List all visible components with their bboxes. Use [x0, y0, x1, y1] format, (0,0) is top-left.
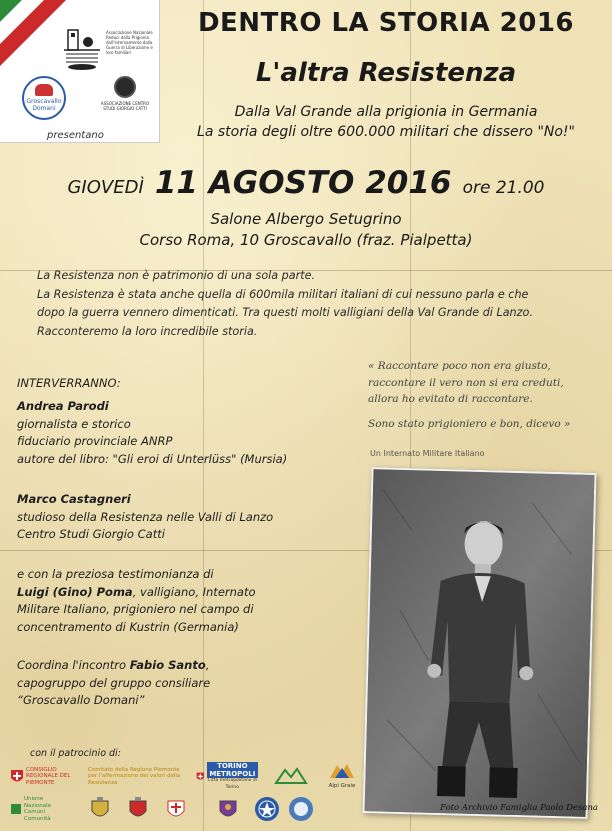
association-badge-icon [288, 796, 314, 822]
tagline-1: Dalla Val Grande alla prigionia in Germania [234, 104, 538, 120]
sponsor-text: Unione Nazionale Comuni Comunità [24, 796, 52, 822]
speaker-detail: Centro Studi Giorgio Catti [17, 527, 165, 541]
sponsor-text: Città metropolitana di Torino [207, 778, 257, 790]
anrp-text: Associazione Nazionale Reduci dalla Prigionia dall'Internamento dalla Guerra di Liberazione e loro familiari [106, 30, 153, 55]
green-emblem-icon [10, 803, 22, 815]
groscavallo-emblem-icon [35, 84, 53, 96]
mountain-icon [274, 766, 308, 784]
centro-studi-catti-logo [100, 76, 150, 111]
quote-line: Sono stato prigioniero e bon, dicevo » [368, 417, 571, 430]
patrocinio-label: con il patrocinio di: [30, 748, 121, 759]
speaker-parodi [17, 398, 287, 468]
moderator-intro: Coordina l'incontro [17, 658, 130, 672]
soldier-photo-image [364, 469, 596, 819]
testimony-detail: , valligiano, Internato [132, 584, 256, 599]
municipal-crest-icon [128, 797, 148, 821]
groscavallo-domani-logo [22, 76, 66, 120]
intro-paragraph [37, 267, 582, 341]
torino-shield-icon [196, 769, 205, 785]
alpi-graie-logo [322, 763, 362, 790]
moderator-block [17, 657, 210, 710]
event-day: GIOVEDÌ [67, 177, 144, 198]
unione-montana-logo [266, 766, 316, 788]
sponsors-row-2 [10, 796, 370, 822]
testimony-detail: concentramento di Kustrin (Germania) [17, 619, 239, 634]
municipal-crest-icon [90, 797, 110, 821]
quote-block [368, 358, 593, 432]
intro-line: La Resistenza non è patrimonio di una sola parte. [37, 269, 316, 282]
sponsors-row-1 [10, 762, 370, 791]
speaker-detail: autore del libro: "Gli eroi di Unterlüss" (Mursia) [17, 451, 288, 466]
main-title: DENTRO LA STORIA 2016 [197, 8, 575, 38]
catti-logo-text: ASSOCIAZIONE CENTRO STUDI GIORGIO CATTI [100, 101, 150, 111]
quote-line: raccontare il vero non si era creduti, [368, 376, 564, 389]
moderator-detail: “Groscavallo Domani” [17, 693, 145, 707]
speaker-detail: studioso della Resistenza nelle Valli di Lanzo [17, 509, 274, 524]
moderator-comma: , [205, 658, 210, 672]
moderator-detail: capogruppo del gruppo consiliare [17, 675, 211, 690]
speaker-castagneri [17, 491, 273, 544]
tagline-2: La storia degli oltre 600.000 militari che dissero "No!" [197, 124, 575, 140]
municipal-crest-icon [218, 797, 238, 821]
speaker-name: Marco Castagneri [17, 492, 131, 506]
testimony-intro: e con la preziosa testimonianza di [17, 567, 214, 581]
testimony-block [17, 566, 256, 636]
witness-name: Luigi (Gino) Poma [17, 584, 133, 599]
groscavallo-logo-text: Groscavallo Domani [26, 98, 62, 112]
soldier-photo [363, 467, 597, 819]
anrp-logo-icon [62, 28, 102, 70]
speaker-detail: fiduciario provinciale ANRP [17, 434, 173, 448]
event-address: Corso Roma, 10 Groscavallo (fraz. Pialpetta) [139, 231, 473, 249]
logo-panel [0, 0, 160, 143]
sponsor-text: TORINO METROPOLI [207, 762, 258, 778]
main-subtitle: L'altra Resistenza [255, 58, 517, 88]
portrait-icon [114, 76, 136, 98]
sponsor-text: Alpi Graie [328, 783, 356, 790]
speaker-name: Andrea Parodi [17, 399, 109, 413]
consiglio-piemonte-logo [10, 767, 82, 787]
intro-line: Racconteremo la loro incredibile storia. [37, 324, 258, 338]
quote-line: « Raccontare poco non era giusto, [368, 360, 551, 372]
speakers-heading: INTERVERRANNO: [17, 376, 121, 390]
comitato-resistenza-logo [88, 767, 186, 787]
moderator-name: Fabio Santo [129, 658, 206, 672]
alpi-graie-icon [329, 763, 355, 779]
intro-line: dopo la guerra vennero dimenticati. Tra questi molti valligiani della Val Grande di Lanzo. [37, 306, 533, 319]
event-venue: Salone Albergo Setugrino [210, 210, 402, 228]
sponsor-text: Comitato della Regione Piemonte per l'affermazione dei valori della Resistenza [88, 766, 181, 786]
unione-comuni-logo [10, 796, 74, 822]
torino-metropoli-logo [196, 762, 258, 791]
speaker-detail: giornalista e storico [17, 416, 131, 431]
municipal-crest-icon [166, 797, 186, 821]
event-date: 11 AGOSTO 2016 [154, 165, 452, 201]
intro-line: La Resistenza è stata anche quella di 600mila militari italiani di cui nessuno parla e che [37, 287, 529, 301]
testimony-detail: Militare Italiano, prigioniero nel campo di [17, 602, 254, 616]
anpi-badge-icon [254, 796, 280, 822]
quote-source: Un Internato Militare Italiano [370, 449, 485, 458]
event-dateline [0, 165, 612, 201]
event-time: ore 21.00 [462, 178, 545, 198]
presentano-text: presentano [47, 130, 104, 141]
sponsor-text: CONSIGLIO REGIONALE DEL PIEMONTE [26, 766, 71, 786]
piemonte-shield-icon [10, 769, 24, 785]
photo-caption: Foto Archivio Famiglia Paolo Desana [440, 803, 598, 813]
quote-line: allora ho evitato di raccontare. [368, 393, 533, 405]
